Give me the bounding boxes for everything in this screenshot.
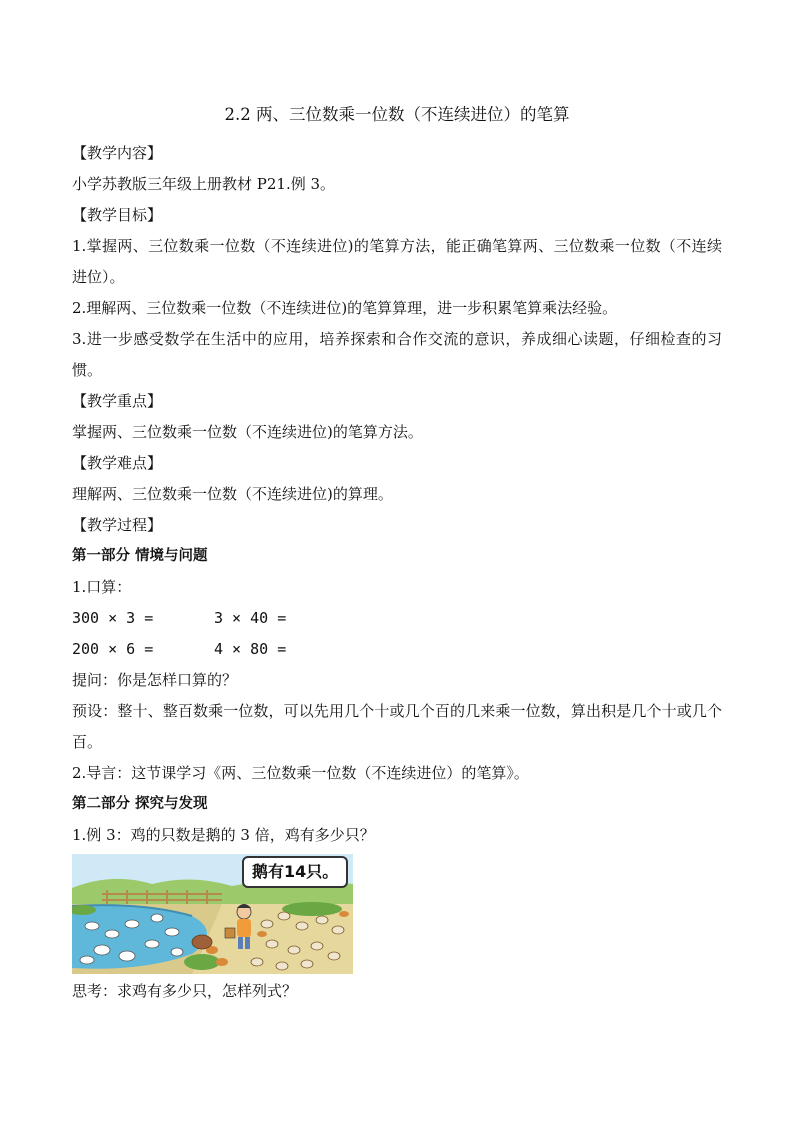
- part2-think: 思考：求鸡有多少只，怎样列式？: [72, 982, 298, 1000]
- part1-preset: 预设：整十、整百数乘一位数，可以先用几个十或几个百的几来乘一位数，算出积是几个十或几个百。: [72, 702, 722, 751]
- key-text: 掌握两、三位数乘一位数（不连续进位)的笔算方法。: [72, 423, 423, 441]
- document-page: [72, 100, 722, 1007]
- goal-1: 1.掌握两、三位数乘一位数（不连续进位)的笔算方法，能正确笔算两、三位数乘一位数（不连续进位）。: [72, 237, 722, 286]
- part1-question: 提问：你是怎样口算的？: [72, 671, 238, 689]
- document-title: 2.2 两、三位数乘一位数（不连续进位）的笔算: [224, 105, 570, 124]
- part1-heading: 第一部分 情境与问题: [72, 548, 208, 564]
- calc-row-2: [72, 634, 722, 665]
- key-heading: 【教学重点】: [72, 392, 163, 410]
- part1-item-1: 1.口算：: [72, 578, 132, 596]
- farm-illustration: [72, 854, 353, 974]
- content-heading: 【教学内容】: [72, 144, 163, 162]
- content-text: 小学苏教版三年级上册教材 P21.例 3。: [72, 175, 336, 193]
- part2-heading: 第二部分 探究与发现: [72, 796, 208, 812]
- calc-expression: 3 × 40 =: [214, 609, 287, 627]
- goals-heading: 【教学目标】: [72, 206, 163, 224]
- calc-expression: 4 × 80 =: [214, 640, 287, 658]
- calc-expression: 200 × 6 =: [72, 640, 154, 658]
- difficulty-text: 理解两、三位数乘一位数（不连续进位)的算理。: [72, 485, 393, 503]
- process-heading: 【教学过程】: [72, 516, 163, 534]
- calc-row-1: [72, 603, 722, 634]
- part1-item-2: 2.导言：这节课学习《两、三位数乘一位数（不连续进位）的笔算》。: [72, 764, 529, 782]
- goal-2: 2.理解两、三位数乘一位数（不连续进位)的笔算算理，进一步积累笔算乘法经验。: [72, 299, 618, 317]
- calc-expression: 300 × 3 =: [72, 609, 154, 627]
- speech-bubble: 鹅有14只。: [242, 856, 348, 888]
- difficulty-heading: 【教学难点】: [72, 454, 163, 472]
- part2-example: 1.例 3：鸡的只数是鹅的 3 倍，鸡有多少只？: [72, 826, 375, 844]
- goal-3: 3.进一步感受数学在生活中的应用，培养探索和合作交流的意识，养成细心读题，仔细检查的习惯。: [72, 330, 722, 379]
